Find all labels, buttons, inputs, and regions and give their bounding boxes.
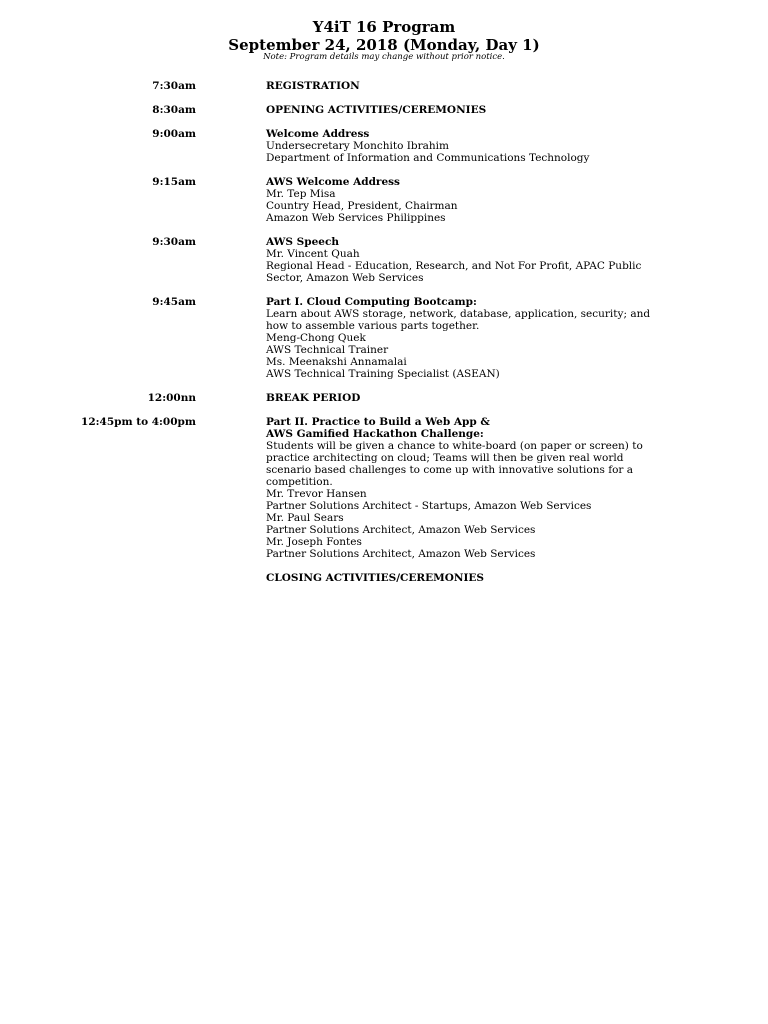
schedule-heading: Welcome Address [266,128,370,140]
schedule-item [0,104,768,116]
schedule-line: Meng-Chong Quek [266,332,366,344]
schedule-item [0,236,768,284]
schedule-heading: CLOSING ACTIVITIES/CEREMONIES [266,572,484,584]
schedule-line: Partner Solutions Architect, Amazon Web Services [266,524,536,536]
schedule-details [266,236,656,284]
schedule-line: Regional Head - Education, Research, and Not For Profit, APAC Public [266,260,642,272]
schedule-heading: OPENING ACTIVITIES/CEREMONIES [266,104,487,116]
schedule-line: scenario based challenges to come up with innovative solutions for a [266,464,634,476]
schedule-heading: Part II. Practice to Build a Web App & [266,416,490,428]
schedule-item [0,416,768,560]
schedule-time: 12:00nn [147,392,196,404]
schedule-item [0,296,768,380]
schedule-details [266,296,656,380]
schedule-heading: AWS Speech [266,236,339,248]
schedule-time: 9:30am [152,236,196,248]
schedule-line: Ms. Meenakshi Annamalai [266,356,407,368]
schedule-item [0,80,768,92]
schedule-time: 8:30am [152,104,196,116]
schedule-line: Country Head, President, Chairman [266,200,458,212]
schedule-time: 12:45pm to 4:00pm [81,416,196,428]
program-note: Note: Program details may change without prior notice. [263,52,505,62]
schedule-line: Mr. Joseph Fontes [266,536,362,548]
schedule-time: 9:00am [152,128,196,140]
schedule-line: how to assemble various parts together. [266,320,480,332]
schedule-line: Undersecretary Monchito Ibrahim [266,140,449,152]
schedule-line: AWS Technical Training Specialist (ASEAN) [266,368,500,380]
schedule-item [0,572,768,584]
schedule-line: Mr. Trevor Hansen [266,488,367,500]
schedule-line: Sector, Amazon Web Services [266,272,424,284]
schedule-time: 9:15am [152,176,196,188]
schedule-heading: AWS Welcome Address [266,176,400,188]
schedule-details [266,416,656,560]
schedule-line: Learn about AWS storage, network, database, application, security; and [266,308,651,320]
schedule-item [0,392,768,404]
schedule-line: competition. [266,476,333,488]
schedule-line: Students will be given a chance to white-board (on paper or screen) to [266,440,643,452]
schedule-time: 7:30am [152,80,196,92]
program-date: September 24, 2018 (Monday, Day 1) [228,36,540,54]
schedule-time: 9:45am [152,296,196,308]
schedule-line: Department of Information and Communications Technology [266,152,590,164]
schedule-line: Amazon Web Services Philippines [266,212,446,224]
schedule-details [266,80,656,92]
schedule-line: Partner Solutions Architect - Startups, Amazon Web Services [266,500,592,512]
schedule-heading: AWS Gamified Hackathon Challenge: [266,428,484,440]
schedule-details [266,392,656,404]
schedule-line: Mr. Paul Sears [266,512,344,524]
schedule-line: Mr. Vincent Quah [266,248,360,260]
schedule-heading: Part I. Cloud Computing Bootcamp: [266,296,477,308]
schedule-details [266,104,656,116]
schedule-line: Mr. Tep Misa [266,188,336,200]
schedule-item [0,128,768,164]
schedule-line: Partner Solutions Architect, Amazon Web Services [266,548,536,560]
schedule-item [0,176,768,224]
program-title: Y4iT 16 Program [312,18,456,36]
schedule-heading: REGISTRATION [266,80,360,92]
schedule-details [266,572,656,584]
schedule-details [266,176,656,224]
schedule-heading: BREAK PERIOD [266,392,361,404]
schedule-line: practice architecting on cloud; Teams will then be given real world [266,452,624,464]
schedule-line: AWS Technical Trainer [266,344,389,356]
schedule-details [266,128,656,164]
schedule-list [0,80,768,596]
